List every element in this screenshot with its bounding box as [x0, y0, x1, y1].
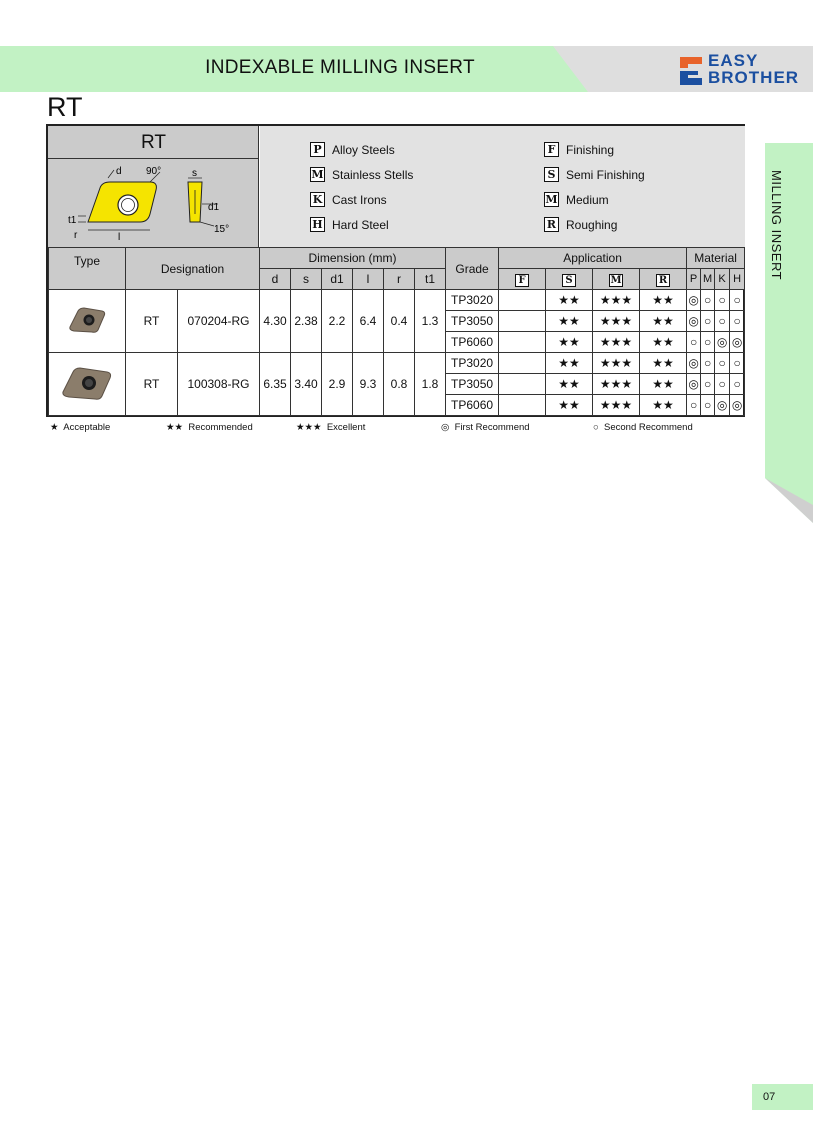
application-r-icon: R: [656, 274, 670, 287]
mat-p-cell: ◎: [687, 353, 701, 374]
app-f-cell: [499, 374, 546, 395]
grade-cell: TP3050: [446, 374, 499, 395]
app-s-cell: ★★: [546, 374, 593, 395]
logo-line-2: BROTHER: [708, 68, 800, 87]
app-m-cell: ★★★: [593, 395, 640, 416]
col-material: Material: [687, 248, 745, 269]
triple-star-icon: ★★★: [296, 422, 322, 433]
app-r-cell: ★★: [640, 311, 687, 332]
grade-cell: TP3020: [446, 353, 499, 374]
mat-k-cell: ○: [715, 353, 730, 374]
legend-material-p: [310, 142, 395, 157]
legend-app-r-label: Roughing: [566, 217, 618, 232]
designation-cell: 070204-RG: [178, 290, 260, 353]
app-m-cell: ★★★: [593, 311, 640, 332]
application-s-icon: S: [544, 167, 559, 182]
legend-app-s-label: Semi Finishing: [566, 167, 645, 182]
insert-dimension-drawing: [48, 160, 259, 247]
mat-m-cell: ○: [701, 290, 715, 311]
col-mat-h: H: [730, 269, 745, 290]
spec-table: [48, 247, 745, 416]
insert-series-label: RT: [48, 126, 259, 159]
mat-m-cell: ○: [701, 353, 715, 374]
grade-cell: TP6060: [446, 332, 499, 353]
col-app-s: [546, 269, 593, 290]
application-f-icon: F: [544, 142, 559, 157]
footnote-acceptable-label: Acceptable: [63, 422, 111, 433]
brand-logo: [678, 52, 808, 90]
app-f-cell: [499, 395, 546, 416]
app-r-cell: ★★: [640, 374, 687, 395]
dim-l-cell: 9.3: [353, 353, 384, 416]
label-l: l: [118, 232, 121, 243]
page-number: 07: [752, 1084, 813, 1110]
double-star-icon: ★★: [166, 422, 184, 433]
footnote-second-recommend: [593, 422, 693, 433]
mat-p-cell: ○: [687, 332, 701, 353]
header-row-1: [49, 248, 745, 269]
legend-material-m: [310, 167, 413, 182]
col-type: Type: [49, 248, 126, 290]
app-r-cell: ★★: [640, 332, 687, 353]
col-mat-p: P: [687, 269, 701, 290]
col-t1: t1: [415, 269, 446, 290]
label-t1: t1: [68, 215, 77, 226]
footnote-excellent: [296, 422, 365, 433]
application-r-icon: R: [544, 217, 559, 232]
dim-s-cell: 3.40: [291, 353, 322, 416]
material-k-icon: K: [310, 192, 325, 207]
material-m-icon: M: [311, 168, 324, 181]
col-grade: Grade: [446, 248, 499, 290]
footnote-second-recommend-label: Second Recommend: [604, 422, 693, 433]
legend-app-f-label: Finishing: [566, 142, 615, 157]
application-s-icon: S: [562, 274, 576, 287]
mat-h-cell: ○: [730, 311, 745, 332]
series-cell: RT: [126, 290, 178, 353]
col-r: r: [384, 269, 415, 290]
label-90-deg: 90°: [146, 166, 162, 177]
mat-k-cell: ◎: [715, 332, 730, 353]
app-r-cell: ★★: [640, 290, 687, 311]
col-mat-k: K: [715, 269, 730, 290]
mat-h-cell: ○: [730, 290, 745, 311]
legend-material-h: [310, 217, 389, 232]
insert-photo-icon: [64, 305, 110, 335]
table-row: [49, 353, 745, 374]
insert-photo-icon: [57, 364, 117, 402]
legend-material-m-label: Stainless Stells: [332, 167, 414, 182]
app-m-cell: ★★★: [593, 353, 640, 374]
legend-app-s: [544, 167, 645, 182]
col-d1: d1: [322, 269, 353, 290]
col-mat-m: M: [701, 269, 715, 290]
dim-t1-cell: 1.8: [415, 353, 446, 416]
label-d: d: [116, 166, 122, 177]
col-app-f: [499, 269, 546, 290]
app-s-cell: ★★: [546, 395, 593, 416]
app-s-cell: ★★: [546, 290, 593, 311]
footnote-acceptable: [50, 422, 110, 433]
legend-material-k: [310, 192, 387, 207]
star-icon: ★: [50, 422, 59, 433]
mat-p-cell: ◎: [687, 374, 701, 395]
legend-app-m: [544, 192, 609, 207]
legend-app-f: [544, 142, 614, 157]
col-app-r: [640, 269, 687, 290]
label-s: s: [192, 168, 197, 179]
logo-line-1: EASY: [708, 51, 759, 70]
app-f-cell: [499, 311, 546, 332]
series-cell: RT: [126, 353, 178, 416]
app-m-cell: ★★★: [593, 290, 640, 311]
grade-cell: TP3050: [446, 311, 499, 332]
double-circle-icon: ◎: [441, 422, 450, 433]
grade-cell: TP6060: [446, 395, 499, 416]
footnote-recommended: [166, 422, 253, 433]
dim-t1-cell: 1.3: [415, 290, 446, 353]
mat-p-cell: ◎: [687, 290, 701, 311]
mat-h-cell: ◎: [730, 395, 745, 416]
dim-d1-cell: 2.2: [322, 290, 353, 353]
circle-icon: ○: [593, 422, 599, 433]
insert-image-cell: [49, 290, 126, 353]
side-tab-label: MILLING INSERT: [769, 170, 784, 281]
legend-panel: [260, 126, 745, 247]
footnote-first-recommend-label: First Recommend: [454, 422, 530, 433]
header-title: INDEXABLE MILLING INSERT: [205, 57, 475, 78]
app-f-cell: [499, 353, 546, 374]
col-s: s: [291, 269, 322, 290]
label-15-deg: 15°: [214, 224, 230, 235]
application-f-icon: F: [515, 274, 529, 287]
material-h-icon: H: [310, 217, 325, 232]
app-m-cell: ★★★: [593, 374, 640, 395]
app-f-cell: [499, 290, 546, 311]
page-title: RT: [47, 92, 83, 122]
app-s-cell: ★★: [546, 311, 593, 332]
app-s-cell: ★★: [546, 353, 593, 374]
logo-text: [708, 52, 799, 86]
mat-k-cell: ○: [715, 374, 730, 395]
dim-s-cell: 2.38: [291, 290, 322, 353]
dim-d-cell: 6.35: [260, 353, 291, 416]
insert-spec-table: [46, 124, 745, 417]
mat-m-cell: ○: [701, 332, 715, 353]
insert-diagram-panel: [48, 126, 259, 247]
col-d: d: [260, 269, 291, 290]
footnote-excellent-label: Excellent: [326, 422, 366, 433]
legend-app-r: [544, 217, 617, 232]
mat-p-cell: ○: [687, 395, 701, 416]
material-p-icon: P: [310, 142, 325, 157]
mat-h-cell: ○: [730, 353, 745, 374]
dim-l-cell: 6.4: [353, 290, 384, 353]
grade-cell: TP3020: [446, 290, 499, 311]
footnote-recommended-label: Recommended: [188, 422, 253, 433]
label-r: r: [74, 230, 78, 241]
app-r-cell: ★★: [640, 395, 687, 416]
legend-material-p-label: Alloy Steels: [332, 142, 395, 157]
mat-k-cell: ○: [715, 290, 730, 311]
col-dimension: Dimension (mm): [260, 248, 446, 269]
designation-cell: 100308-RG: [178, 353, 260, 416]
app-f-cell: [499, 332, 546, 353]
col-application: Application: [499, 248, 687, 269]
mat-m-cell: ○: [701, 395, 715, 416]
dim-d-cell: 4.30: [260, 290, 291, 353]
legend-app-m-label: Medium: [566, 192, 609, 207]
application-m-icon: M: [610, 274, 622, 286]
mat-h-cell: ◎: [730, 332, 745, 353]
footnote-first-recommend: [441, 422, 530, 433]
app-m-cell: ★★★: [593, 332, 640, 353]
insert-image-cell: [49, 353, 126, 416]
mat-k-cell: ◎: [715, 395, 730, 416]
app-s-cell: ★★: [546, 332, 593, 353]
col-app-m: [593, 269, 640, 290]
application-m-icon: M: [545, 193, 558, 206]
mat-h-cell: ○: [730, 374, 745, 395]
dim-d1-cell: 2.9: [322, 353, 353, 416]
legend-material-h-label: Hard Steel: [332, 217, 389, 232]
col-designation: Designation: [126, 248, 260, 290]
col-l: l: [353, 269, 384, 290]
table-row: [49, 290, 745, 311]
mat-k-cell: ○: [715, 311, 730, 332]
app-r-cell: ★★: [640, 353, 687, 374]
label-d1: d1: [208, 202, 220, 213]
legend-material-k-label: Cast Irons: [332, 192, 387, 207]
mat-m-cell: ○: [701, 374, 715, 395]
dim-r-cell: 0.8: [384, 353, 415, 416]
logo-e-icon: [678, 54, 704, 88]
mat-p-cell: ◎: [687, 311, 701, 332]
dim-r-cell: 0.4: [384, 290, 415, 353]
mat-m-cell: ○: [701, 311, 715, 332]
